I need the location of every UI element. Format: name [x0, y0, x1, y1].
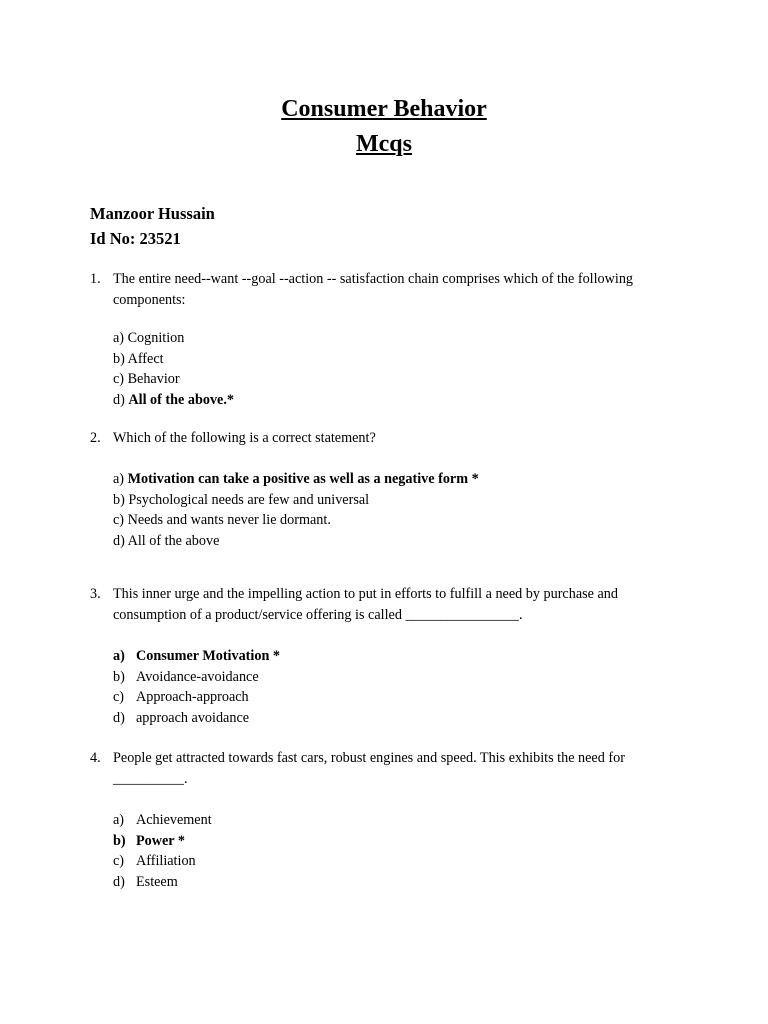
- question-2: [90, 428, 690, 449]
- author-name: Manzoor Hussain: [90, 204, 215, 223]
- question-number: 3.: [90, 586, 101, 602]
- option-c: [113, 369, 234, 390]
- option-a: [113, 646, 280, 667]
- option-label: d): [113, 710, 125, 727]
- document-title: Consumer Behavior: [281, 96, 487, 122]
- option-text: Affiliation: [136, 853, 196, 870]
- question-number: 2.: [90, 430, 101, 446]
- option-c: [113, 687, 280, 708]
- option-c: [113, 851, 212, 872]
- question-2-options: [113, 469, 479, 552]
- question-3-options: [113, 646, 280, 729]
- option-label: a): [113, 812, 125, 828]
- option-b: [113, 831, 212, 852]
- option-text: Approach-approach: [136, 689, 249, 706]
- option-label: c): [113, 853, 125, 870]
- question-text: Which of the following is a correct statement?: [113, 430, 376, 446]
- option-c: [113, 510, 479, 531]
- option-label: d): [113, 392, 125, 409]
- option-a: [113, 810, 212, 831]
- option-d: [113, 872, 212, 893]
- question-text: People get attracted towards fast cars, robust engines and speed. This exhibits the need for __________.: [113, 750, 625, 787]
- option-text: approach avoidance: [136, 710, 250, 727]
- author-id: Id No: 23521: [90, 229, 181, 248]
- option-d: [113, 531, 479, 552]
- option-label: a): [113, 330, 125, 346]
- option-label: c): [113, 512, 125, 529]
- option-label: a): [113, 471, 125, 487]
- option-label: a): [113, 648, 125, 664]
- option-d: [113, 390, 234, 411]
- question-text: This inner urge and the impelling action to put in efforts to fulfill a need by purchase and consumption of a product/service offering is called ________________.: [113, 586, 618, 623]
- option-text: Affect: [127, 350, 164, 367]
- option-text: Achievement: [136, 812, 212, 828]
- option-label: b): [113, 668, 125, 685]
- question-3: [90, 584, 690, 626]
- option-label: c): [113, 371, 125, 388]
- question-number: 1.: [90, 271, 101, 287]
- document-subtitle: Mcqs: [356, 131, 412, 157]
- option-text: Cognition: [127, 330, 185, 346]
- option-text: All of the above: [127, 533, 220, 550]
- option-label: d): [113, 874, 125, 891]
- option-text: Behavior: [127, 371, 180, 388]
- option-a: [113, 328, 234, 349]
- option-a: [113, 469, 479, 490]
- option-b: [113, 490, 479, 511]
- option-b: [113, 349, 234, 370]
- option-text-correct: Consumer Motivation *: [136, 648, 280, 664]
- question-1-options: [113, 328, 234, 411]
- question-4-options: [113, 810, 212, 893]
- option-b: [113, 667, 280, 688]
- option-text: Avoidance-avoidance: [136, 668, 259, 685]
- question-text: The entire need--want --goal --action -- satisfaction chain comprises which of the following components:: [113, 271, 634, 308]
- option-text-correct: Motivation can take a positive as well as a negative form *: [127, 471, 479, 487]
- option-text: Needs and wants never lie dormant.: [127, 512, 331, 529]
- question-1: [90, 269, 690, 311]
- option-label: d): [113, 533, 125, 550]
- option-text: Psychological needs are few and universal: [128, 491, 370, 508]
- option-d: [113, 708, 280, 729]
- option-label: b): [113, 491, 125, 508]
- option-text-correct: Power *: [136, 832, 185, 849]
- option-label: b): [113, 832, 126, 849]
- question-number: 4.: [90, 750, 101, 766]
- option-text-correct: All of the above.*: [128, 392, 234, 409]
- option-label: b): [113, 350, 125, 367]
- question-4: [90, 748, 690, 790]
- option-text: Esteem: [136, 874, 178, 891]
- option-label: c): [113, 689, 125, 706]
